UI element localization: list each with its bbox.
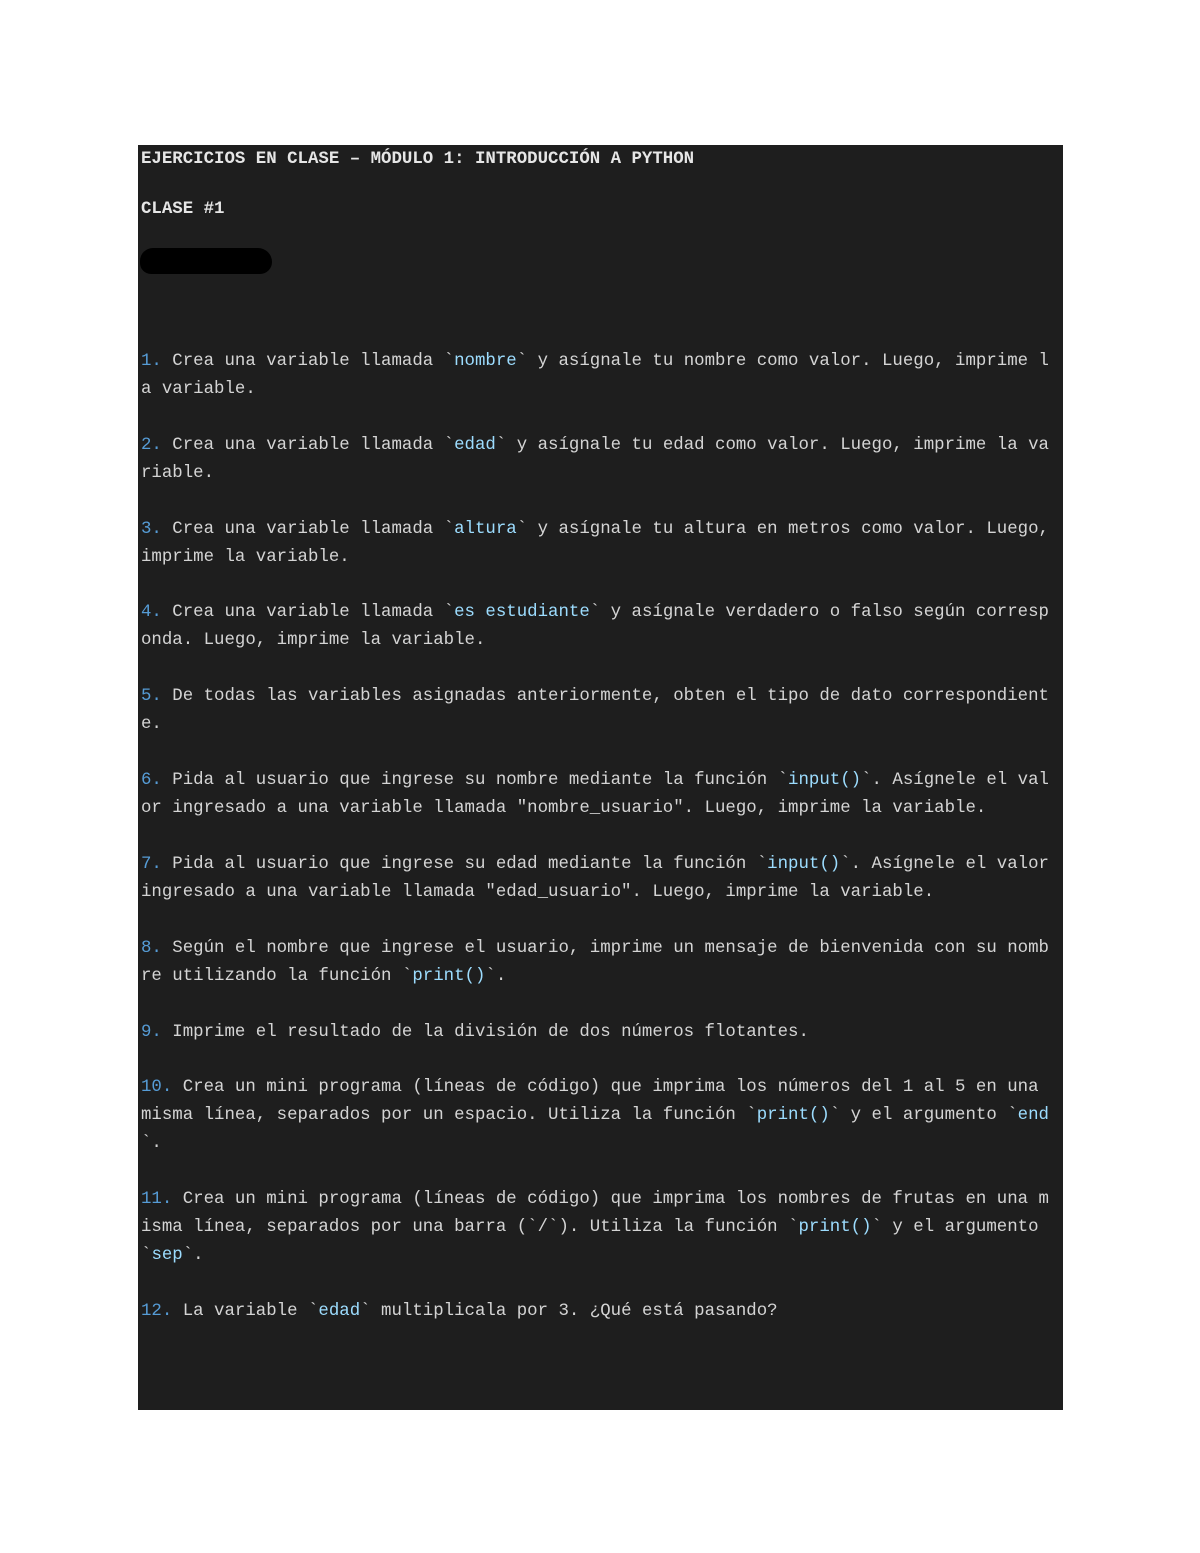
exercise-number: 8. [141,938,162,958]
redaction-mark [140,248,272,274]
exercise-text: Crea una variable llamada ` [161,519,455,539]
exercise-text: ` multiplicala por 3. ¿Qué está pasando? [360,1301,778,1321]
exercise-number: 9. [141,1022,162,1042]
inline-code: edad [318,1301,361,1321]
exercise-number: 12. [141,1301,173,1321]
exercise-text: Crea una variable llamada ` [161,435,455,455]
exercise-text: De todas las variables asignadas anteriormente, obten el tipo de dato correspondiente. [141,687,1049,735]
exercise-text: `. Asígnele el valor ingresado a una variable llamada "edad_usuario". Luego, imprime la variable. [141,854,1060,902]
class-subtitle: CLASE #1 [141,200,225,219]
exercise-number: 3. [141,519,162,539]
inline-code: print() [756,1106,830,1126]
exercise-text: Según el nombre que ingrese el usuario, imprime un mensaje de bienvenida con su nombre utilizando la función ` [141,938,1049,986]
exercise-number: 10. [141,1078,173,1098]
exercise-text: `. [141,1134,162,1154]
exercise-item [141,1019,1055,1047]
exercise-text: ` y el argumento ` [829,1106,1018,1126]
exercise-number: 4. [141,603,162,623]
exercise-list [141,348,1060,1354]
exercise-text: `. Asígnele el valor ingresado a una variable llamada "nombre_usuario". Luego, imprime la variable. [141,771,1049,818]
exercise-item [141,1298,1055,1326]
exercise-number: 6. [141,771,162,791]
exercise-item [141,432,1055,488]
inline-code: print() [798,1218,872,1238]
exercise-text: `. [182,1245,204,1265]
inline-code: es estudiante [454,603,590,623]
exercise-text: Pida al usuario que ingrese su nombre mediante la función ` [161,771,789,791]
exercise-number: 11. [141,1190,173,1210]
exercise-text: `. [485,966,507,986]
exercise-text: La variable ` [172,1301,319,1321]
exercise-item [141,1074,1055,1158]
exercise-text: ` y asígnale tu edad como valor. Luego, imprime la variable. [141,435,1049,483]
exercise-item [141,935,1055,991]
exercise-item [141,767,1055,823]
exercise-number: 2. [141,435,162,455]
code-panel [138,145,1063,1410]
exercise-item [141,348,1055,404]
exercise-text: Pida al usuario que ingrese su edad mediante la función ` [161,854,768,874]
exercise-text: Crea una variable llamada ` [161,603,455,623]
exercise-text: Crea una variable llamada ` [161,352,455,371]
exercise-item [141,516,1060,572]
exercise-text: ` y asígnale tu altura en metros como valor. Luego, imprime la variable. [141,519,1060,567]
inline-code: sep [151,1245,183,1265]
inline-code: altura [454,519,517,539]
exercise-number: 5. [141,687,162,707]
exercise-number: 1. [141,352,162,371]
inline-code: edad [454,435,496,455]
exercise-text: Imprime el resultado de la división de dos números flotantes. [161,1022,809,1042]
page-title: EJERCICIOS EN CLASE – MÓDULO 1: INTRODUCCIÓN A PYTHON [141,150,695,169]
exercise-number: 7. [141,854,162,874]
exercise-text: Crea un mini programa (líneas de código) que imprima los nombres de frutas en una misma línea, separados por una barra (`/`). Utiliza la función ` [141,1190,1049,1238]
inline-code: print() [412,966,486,986]
inline-code: nombre [454,352,517,371]
exercise-text: Crea un mini programa (líneas de código) que imprima los números del 1 al 5 en una misma línea, separados por un espacio. Utiliza la función ` [141,1078,1049,1126]
exercise-item [141,599,1055,655]
exercise-text: ` y el argumento ` [141,1218,1049,1265]
exercise-text: ` y asígnale verdadero o falso según corresponda. Luego, imprime la variable. [141,603,1049,651]
inline-code: input() [788,771,862,791]
inline-code: end [1017,1106,1049,1126]
exercise-item [141,1186,1055,1270]
exercise-item [141,683,1055,739]
exercise-text: ` y asígnale tu nombre como valor. Luego, imprime la variable. [141,352,1049,399]
exercise-item [141,851,1060,907]
inline-code: input() [767,854,841,874]
